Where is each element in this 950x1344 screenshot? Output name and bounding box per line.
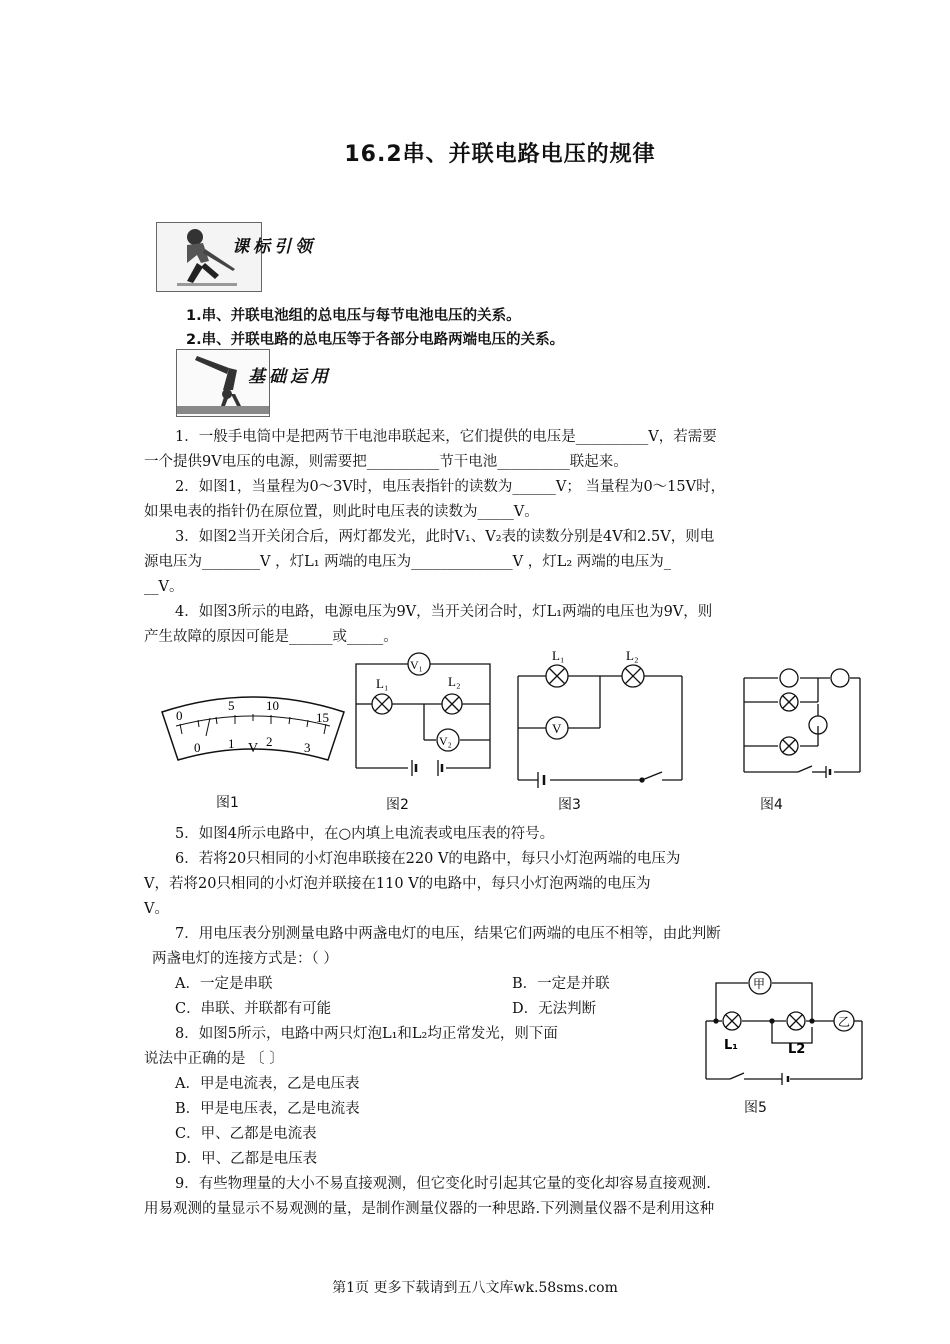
q8-option-b: B．甲是电压表，乙是电流表 [175,1101,360,1117]
q6-line2: V，若将20只相同的小灯泡并联接在110 V的电路中，每只小灯泡两端的电压为 [144,876,651,892]
q3-line2: 源电压为________V ，灯L₁ 两端的电压为______________V ，灯L₂ 两端的电压为_ [144,554,672,570]
q8-option-a: A．甲是电流表，乙是电压表 [175,1076,360,1092]
fig2-v2-label: V₂ [439,734,452,748]
page-footer: 第1页 更多下载请到五八文库wk.58sms.com [332,1280,618,1296]
q7-option-a: A．一定是串联 [175,976,273,992]
q3-line3: __V。 [144,579,184,595]
page-title: 16.2串、并联电路电压的规律 [344,142,656,167]
q9-line1: 9．有些物理量的大小不易直接观测，但它变化时引起其它量的变化却容易直接观测. [175,1176,711,1192]
objective-1: 1.串、并联电池组的总电压与每节电池电压的关系。 [186,308,521,324]
fig5-jia-label: 甲 [753,977,766,991]
figure-5-caption: 图5 [744,1100,767,1116]
meter-bottom-tick-0: 0 [194,740,201,755]
q2-line1: 2．如图1，当量程为0～3V时，电压表指针的读数为______V； 当量程为0～15V时， [175,479,726,495]
q7-line1: 7．用电压表分别测量电路中两盏电灯的电压，结果它们两端的电压不相等，由此判断 [175,926,721,942]
q7-line2: 两盏电灯的连接方式是：（ ） [152,951,338,967]
figure-2-caption: 图2 [386,797,409,813]
q6-line3: V。 [144,901,169,917]
q1-line2: 一个提供9V电压的电源，则需要把__________节干电池__________联起来。 [144,454,628,470]
figure-3-caption: 图3 [558,797,581,813]
meter-bottom-tick-1: 1 [228,736,235,751]
q3-line1: 3．如图2当开关闭合后，两灯都发光，此时V₁、V₂表的读数分别是4V和2.5V，则电 [175,529,715,545]
figure-4-circuit [740,664,864,782]
meter-top-tick-10: 10 [266,698,279,713]
fig3-l2-label: L₂ [626,648,639,663]
meter-top-tick-5: 5 [228,698,235,713]
figure-2-circuit [348,648,498,790]
fig5-yi-label: 乙 [838,1015,851,1029]
q1-line1: 1．一般手电筒中是把两节干电池串联起来，它们提供的电压是__________V，若需要 [175,429,717,445]
fig5-l2-label: L2 [788,1042,806,1057]
fig5-l1-label: L₁ [724,1038,738,1053]
fig2-v1-label: V₁ [410,658,423,672]
meter-bottom-tick-2: 2 [266,734,273,749]
q8-line2: 说法中正确的是 〔 〕 [144,1051,284,1067]
q5-line: 5．如图4所示电路中，在○内填上电流表或电压表的符号。 [175,826,555,842]
q6-line1: 6．若将20只相同的小灯泡串联接在220 V的电路中，每只小灯泡两端的电压为 [175,851,681,867]
meter-top-tick-0: 0 [176,708,183,723]
fig3-v-label: V [552,721,562,736]
section-label-curriculum: 课标引领 [232,237,316,257]
meter-bottom-tick-3: 3 [304,740,311,755]
figure-3-circuit [512,648,690,792]
fig2-l2-label: L₂ [448,674,461,689]
meter-unit: V [248,741,259,756]
section-label-basic: 基础运用 [248,367,332,387]
q9-line2: 用易观测的量显示不易观测的量，是制作测量仪器的一种思路.下列测量仪器不是利用这种 [144,1201,715,1217]
figure-1-meter [158,690,348,774]
q4-line1: 4．如图3所示的电路，电源电压为9V，当开关闭合时，灯L₁两端的电压也为9V，则 [175,604,713,620]
fig3-l1-label: L₁ [552,648,565,663]
q7-option-b: B．一定是并联 [512,976,610,992]
objective-2: 2.串、并联电路的总电压等于各部分电路两端电压的关系。 [186,332,565,348]
q8-option-d: D．甲、乙都是电压表 [175,1151,318,1167]
fig2-l1-label: L₁ [376,676,389,691]
q8-line1: 8．如图5所示，电路中两只灯泡L₁和L₂均正常发光，则下面 [175,1026,558,1042]
figure-1-caption: 图1 [216,795,239,811]
q7-option-d: D．无法判断 [512,1001,597,1017]
meter-top-tick-15: 15 [316,710,329,725]
q4-line2: 产生故障的原因可能是______或_____。 [144,629,398,645]
q8-option-c: C．甲、乙都是电流表 [175,1126,317,1142]
q7-option-c: C．串联、并联都有可能 [175,1001,332,1017]
figure-4-caption: 图4 [760,797,783,813]
figure-5-circuit [700,963,868,1091]
q2-line2: 如果电表的指针仍在原位置，则此时电压表的读数为_____V。 [144,504,539,520]
